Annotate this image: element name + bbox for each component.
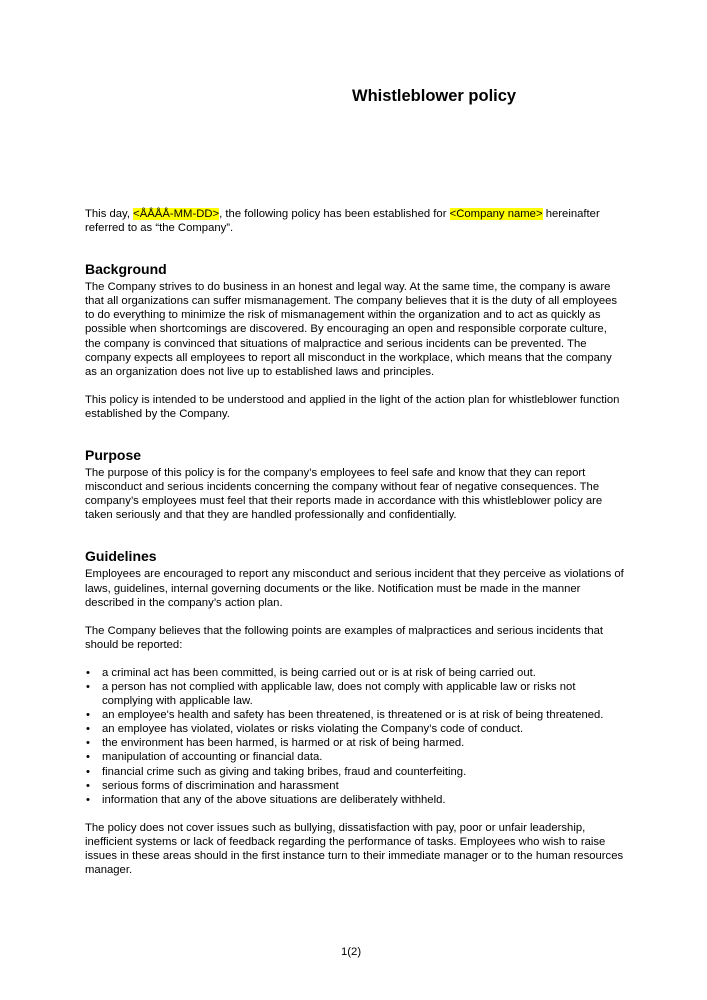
list-item: [85, 708, 625, 722]
list-item: [85, 666, 625, 680]
list-item-text: an employee has violated, violates or risks violating the Company’s code of conduct.: [102, 723, 524, 736]
background-paragraph-2: This policy is intended to be understood and applied in the light of the action plan for whistleblower function established by the Company.: [85, 393, 620, 420]
list-item-text: serious forms of discrimination and harassment: [102, 779, 339, 792]
intro-paragraph: [85, 207, 625, 235]
intro-prefix: This day,: [85, 208, 134, 220]
list-item-text: a criminal act has been committed, is being carried out or is at risk of being carried out.: [102, 666, 536, 679]
misconduct-examples-list: [85, 666, 625, 807]
background-heading: Background: [85, 261, 167, 278]
list-item: [85, 779, 625, 793]
bullet-icon: •: [86, 765, 90, 778]
background-section: [85, 261, 625, 421]
bullet-icon: •: [86, 751, 90, 764]
bullet-icon: •: [86, 666, 90, 679]
intro-middle: , the following policy has been established for: [219, 208, 450, 220]
bullet-icon: •: [86, 779, 90, 792]
guidelines-section: [85, 548, 625, 877]
bullet-icon: •: [86, 793, 90, 806]
list-item-text: the environment has been harmed, is harmed or at risk of being harmed.: [102, 737, 465, 750]
company-name-placeholder: <Company name>: [449, 208, 543, 220]
purpose-heading: Purpose: [85, 447, 142, 464]
intro-suffix: hereinafter referred to as “the Company”.: [85, 208, 600, 235]
purpose-paragraph: The purpose of this policy is for the company’s employees to feel safe and know that they can report misconduct and serious incidents concerning the company without fear of negative consequences. The company’s employees must feel that their reports made in accordance with this whistleblower policy are taken seriously and that they are handled professionally and confidentially.: [85, 467, 603, 522]
list-item-text: a person has not complied with applicable law, does not comply with applicable law or risks not complying with applicable law.: [102, 680, 576, 708]
list-item: [85, 680, 625, 708]
bullet-icon: •: [86, 680, 90, 693]
bullet-icon: •: [86, 709, 90, 722]
background-paragraph-1: The Company strives to do business in an honest and legal way. At the same time, the company is aware that all organizations can suffer mismanagement. The company believes that it is the duty of all employees to do everything to minimize the risk of mismanagement within the organization and to act as quickly as possible when shortcomings are discovered. By encouraging an open and responsible corporate culture, the company is convinced that situations of malpractice and serious incidents can be prevented. The company expects all employees to report all misconduct in the workplace, which means that the company as an organization does not live up to established laws and principles.: [85, 281, 618, 378]
guidelines-paragraph-1: Employees are encouraged to report any misconduct and serious incident that they perceive as violations of laws, guidelines, internal governing documents or the like. Notification must be made in the manner described in the company’s action plan.: [85, 568, 624, 609]
list-item: [85, 722, 625, 736]
guidelines-paragraph-2: The Company believes that the following points are examples of malpractices and serious incidents that should be reported:: [85, 624, 604, 651]
list-item-text: information that any of the above situations are deliberately withheld.: [102, 793, 446, 806]
list-item: [85, 765, 625, 779]
list-item: [85, 750, 625, 764]
date-placeholder: <ÅÅÅÅ-MM-DD>: [133, 208, 220, 220]
list-item-text: manipulation of accounting or financial data.: [102, 751, 323, 764]
list-item: [85, 736, 625, 750]
purpose-section: [85, 447, 625, 522]
list-item: [85, 793, 625, 807]
list-item-text: an employee's health and safety has been threatened, is threatened or is at risk of being threatened.: [102, 709, 604, 722]
guidelines-paragraph-3: The policy does not cover issues such as bullying, dissatisfaction with pay, poor or unfair leadership, inefficient systems or lack of feedback regarding the performance of tasks. Employees who wish to raise issues in these areas should in the first instance turn to their immediate manager or to the human resources manager.: [85, 821, 624, 877]
page-number: 1(2): [341, 946, 362, 958]
guidelines-heading: Guidelines: [85, 548, 157, 565]
page-title: Whistleblower policy: [352, 87, 517, 105]
bullet-icon: •: [86, 737, 90, 750]
list-item-text: financial crime such as giving and taking bribes, fraud and counterfeiting.: [102, 765, 467, 778]
bullet-icon: •: [86, 723, 90, 736]
document-body: [85, 207, 625, 877]
